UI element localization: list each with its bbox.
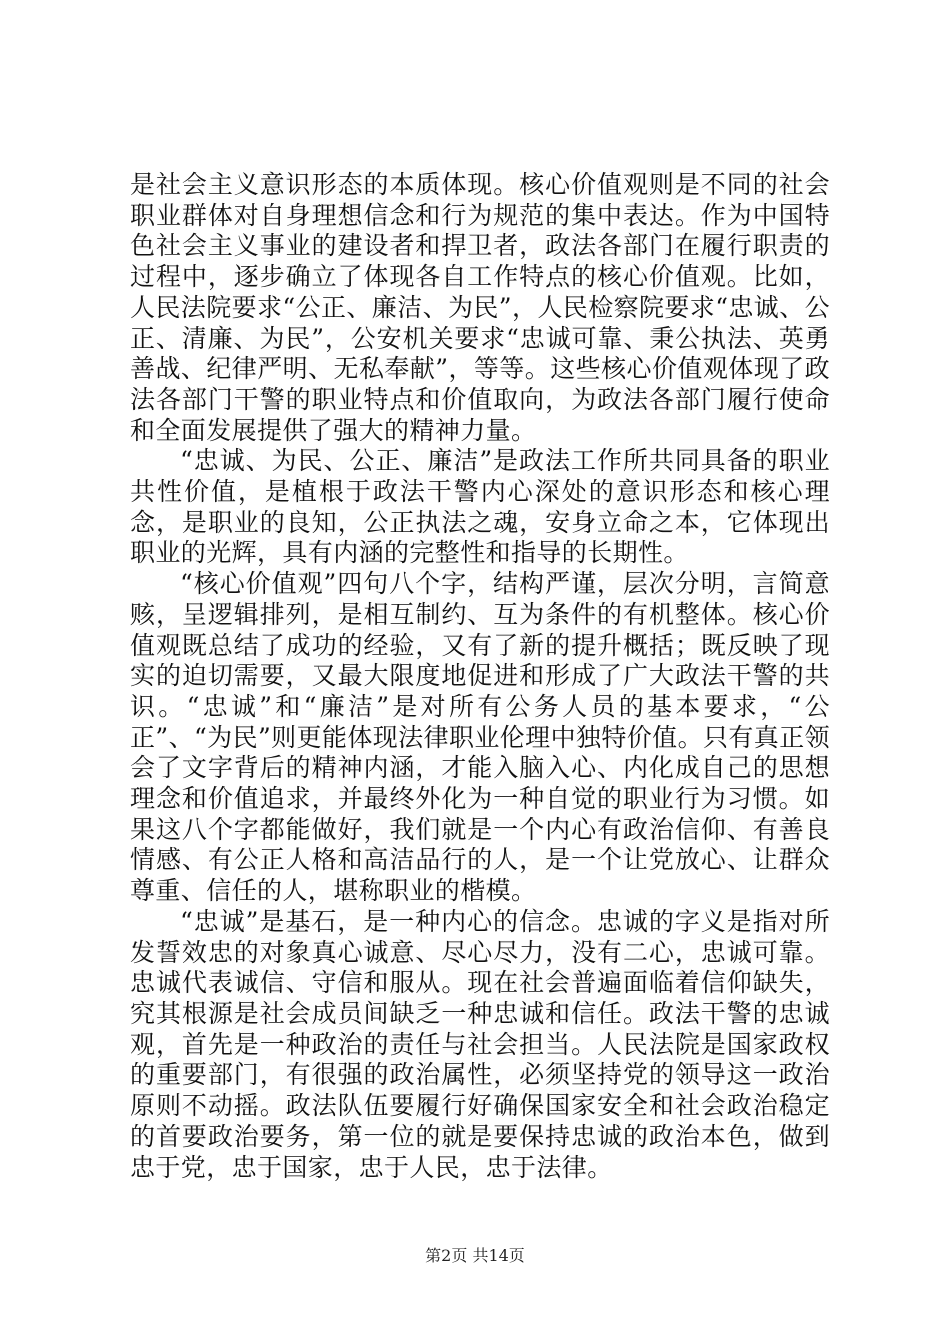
paragraph-3: “核心价值观”四句八个字，结构严谨，层次分明，言简意赅，呈逻辑排列，是相互制约、互为条件的有机整体。核心价值观既总结了成功的经验，又有了新的提升概括；既反映了现实的迫切需要，又最大限度地促进和形成了广大政法干警的共识。“忠诚”和“廉洁”是对所有公务人员的基本要求，“公正”、“为民”则更能体现法律职业伦理中独特价值。只有真正领会了文字背后的精神内涵，才能入脑入心、内化成自己的思想理念和价值追求，并最终外化为一种自觉的职业行为习惯。如果这八个字都能做好，我们就是一个内心有政治信仰、有善良情感、有公正人格和高洁品行的人，是一个让党放心、让群众尊重、信任的人，堪称职业的楷模。 [130, 569, 830, 906]
page-footer: 第2页 共14页 [425, 1246, 525, 1265]
paragraph-2: “忠诚、为民、公正、廉洁”是政法工作所共同具备的职业共性价值，是植根于政法干警内心深处的意识形态和核心理念，是职业的良知，公正执法之魂，安身立命之本，它体现出职业的光辉，具有内涵的完整性和指导的长期性。 [130, 446, 830, 568]
paragraph-4: “忠诚”是基石，是一种内心的信念。忠诚的字义是指对所发誓效忠的对象真心诚意、尽心尽力，没有二心，忠诚可靠。忠诚代表诚信、守信和服从。现在社会普遍面临着信仰缺失，究其根源是社会成员间缺乏一种忠诚和信任。政法干警的忠诚观，首先是一种政治的责任与社会担当。人民法院是国家政权的重要部门，有很强的政治属性，必须坚持党的领导这一政治原则不动摇。政法队伍要履行好确保国家安全和社会政治稳定的首要政治要务，第一位的就是要保持忠诚的政治本色，做到忠于党，忠于国家，忠于人民，忠于法律。 [130, 906, 830, 1182]
document-body [130, 170, 830, 1183]
paragraph-1: 是社会主义意识形态的本质体现。核心价值观则是不同的社会职业群体对自身理想信念和行为规范的集中表达。作为中国特色社会主义事业的建设者和捍卫者，政法各部门在履行职责的过程中，逐步确立了体现各自工作特点的核心价值观。比如，人民法院要求“公正、廉洁、为民”，人民检察院要求“忠诚、公正、清廉、为民”，公安机关要求“忠诚可靠、秉公执法、英勇善战、纪律严明、无私奉献”，等等。这些核心价值观体现了政法各部门干警的职业特点和价值取向，为政法各部门履行使命和全面发展提供了强大的精神力量。 [130, 170, 830, 445]
